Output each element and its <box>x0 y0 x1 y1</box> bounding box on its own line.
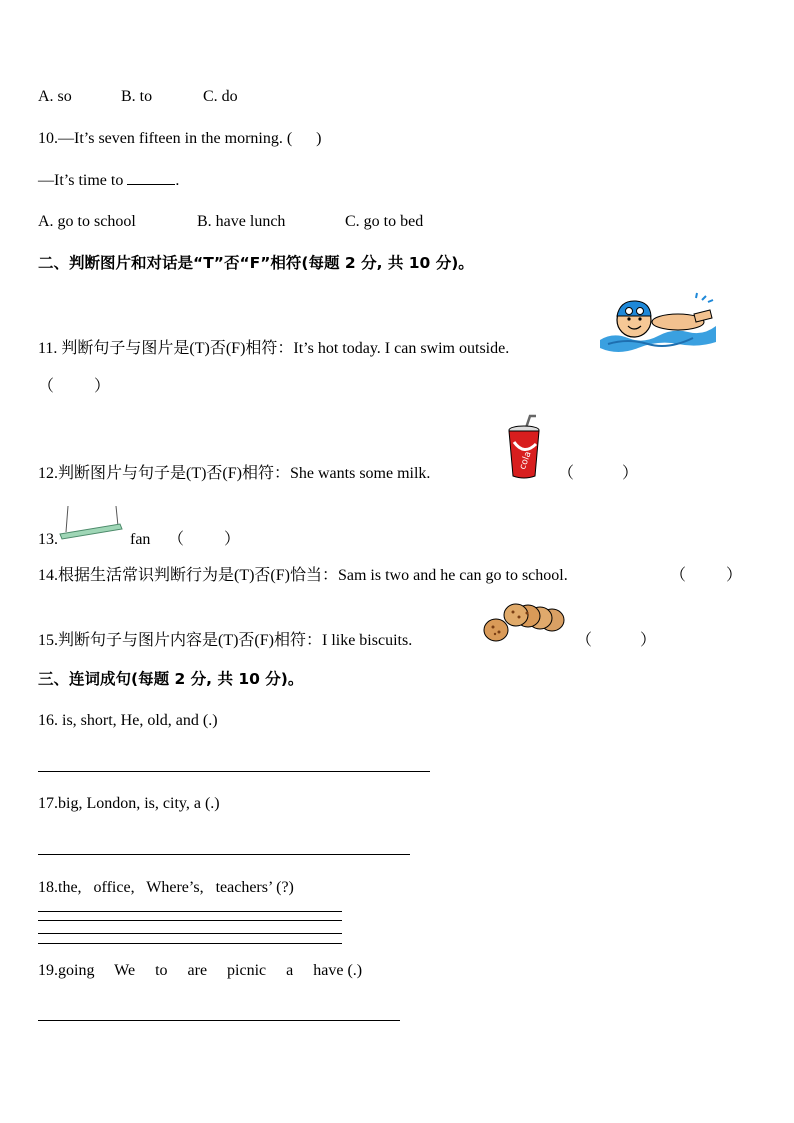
cola-label: cola <box>518 450 534 472</box>
q13-answer-paren[interactable]: （ ） <box>168 531 241 548</box>
fluorescent-lamp-illustration <box>58 504 124 544</box>
q13-number: 13. <box>38 531 58 548</box>
q11-text: 11. 判断句子与图片是(T)否(F)相符：It’s hot today. I can swim outside. <box>38 340 510 357</box>
q19-answer-line[interactable] <box>38 1020 400 1021</box>
q9-option-a: A. so <box>38 88 72 105</box>
q13-word: fan <box>130 531 151 548</box>
q16-words: 16. is, short, He, old, and (.) <box>38 712 218 729</box>
q10-answer-line <box>38 170 179 191</box>
q15-answer-paren[interactable]: （ ） <box>576 632 657 649</box>
q15-text: 15.判断句子与图片内容是(T)否(F)相符：I like biscuits. <box>38 632 413 649</box>
q19-words: 19.going We to are picnic a have (.) <box>38 962 363 979</box>
q10-answer-prefix: —It’s time to <box>38 172 128 189</box>
q10-question: 10.—It’s seven fifteen in the morning. ( ) <box>38 130 322 147</box>
q10-answer-suffix: . <box>175 172 180 189</box>
q10-option-a: A. go to school <box>38 213 136 230</box>
q14-answer-paren[interactable]: （ ） <box>670 567 743 584</box>
q11-answer-paren[interactable]: （ ） <box>38 378 111 395</box>
q17-words: 17.big, London, is, city, a (.) <box>38 795 220 812</box>
q17-answer-line[interactable] <box>38 854 410 855</box>
cola-cup-illustration <box>504 414 544 480</box>
q10-option-b: B. have lunch <box>197 213 286 230</box>
q18-answer-line-4[interactable] <box>38 943 342 944</box>
swimmer-illustration <box>598 292 718 354</box>
q18-answer-line-3[interactable] <box>38 933 342 934</box>
section2-heading: 二、判断图片和对话是“T”否“F”相符(每题 2 分, 共 10 分)。 <box>38 254 474 272</box>
q12-text: 12.判断图片与句子是(T)否(F)相符：She wants some milk. <box>38 465 431 482</box>
q14-text: 14.根据生活常识判断行为是(T)否(F)恰当：Sam is two and he can go to school. <box>38 567 568 584</box>
q12-answer-paren[interactable]: （ ） <box>558 465 639 482</box>
biscuits-illustration <box>482 602 566 644</box>
q18-answer-line-2[interactable] <box>38 920 342 921</box>
q18-words: 18.the, office, Where’s, teachers’ (?) <box>38 879 294 896</box>
q10-option-c: C. go to bed <box>345 213 424 230</box>
q9-option-b: B. to <box>121 88 153 105</box>
section3-heading: 三、连词成句(每题 2 分, 共 10 分)。 <box>38 670 304 688</box>
q16-answer-line[interactable] <box>38 771 430 772</box>
q10-blank[interactable] <box>127 170 175 185</box>
q9-option-c: C. do <box>203 88 238 105</box>
q18-answer-line-1[interactable] <box>38 911 342 912</box>
